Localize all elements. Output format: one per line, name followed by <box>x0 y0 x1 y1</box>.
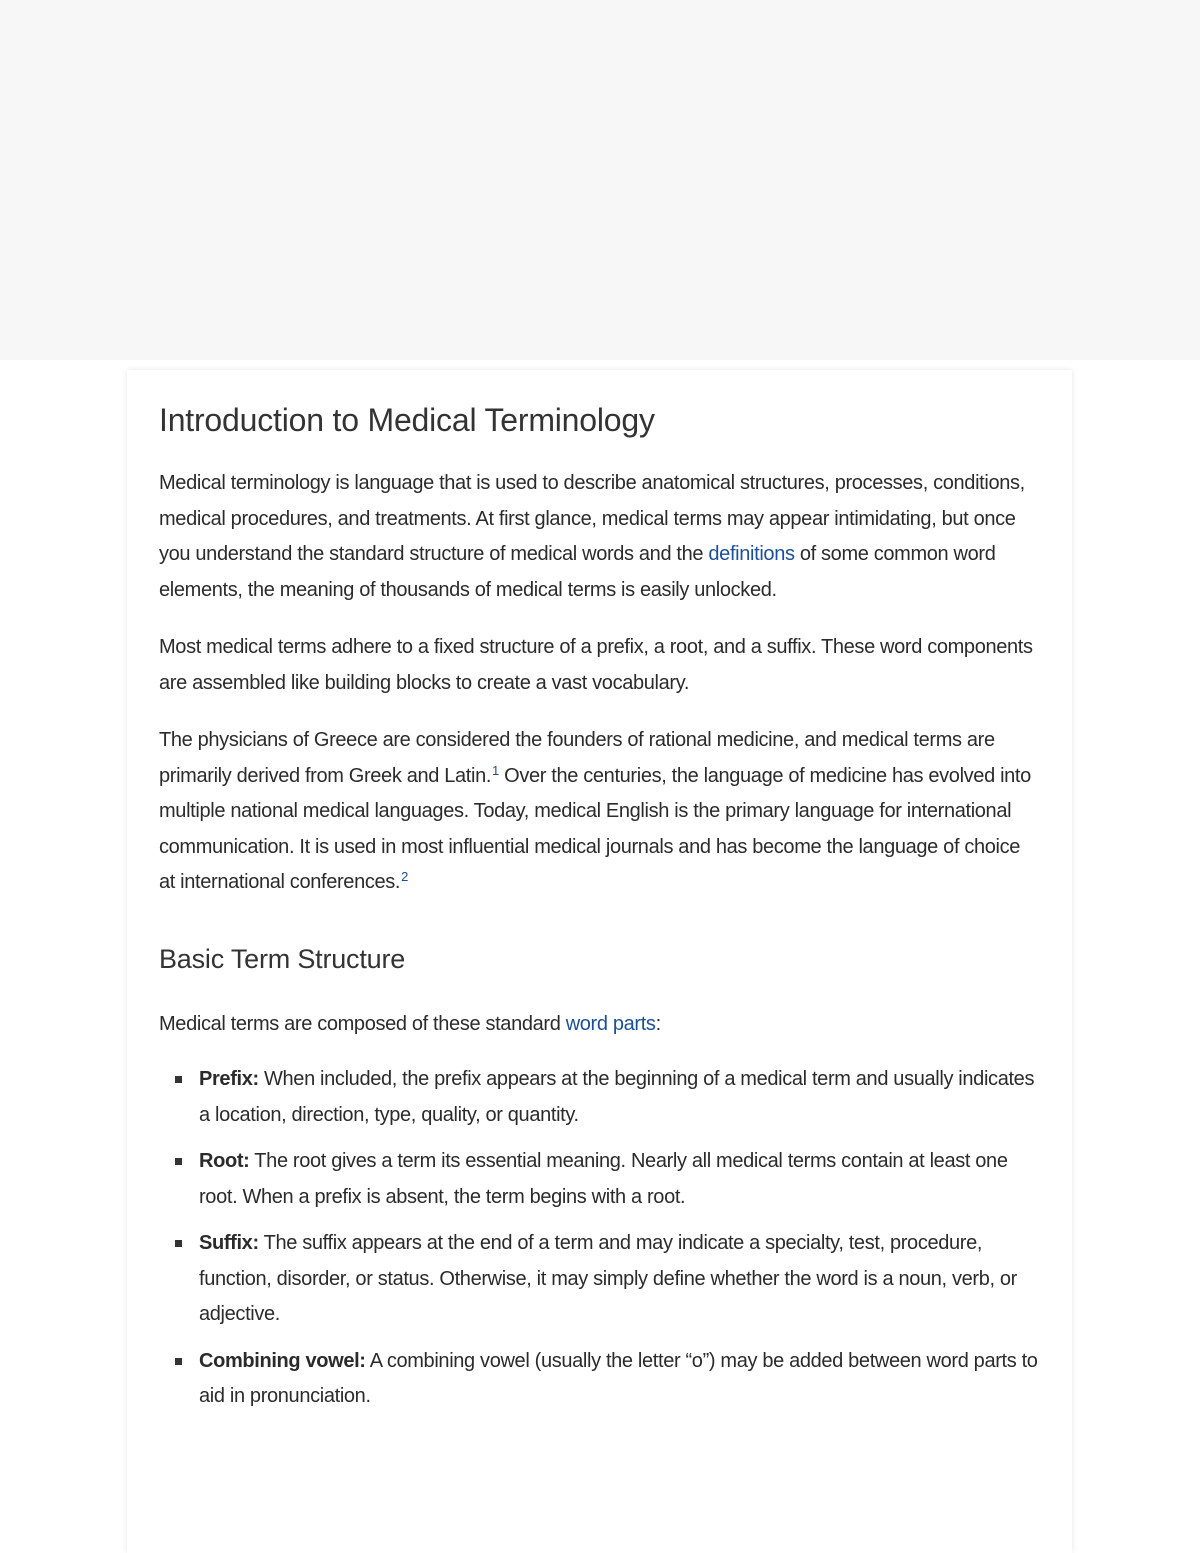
section-lead <box>159 1007 1040 1043</box>
intro-p3-text-a: The physicians of Greece are considered the founders of rational medicine, and medical terms are primarily derived from Greek and Latin. <box>159 729 995 787</box>
top-blank-band <box>0 0 1200 360</box>
intro-p1-text-a: Medical terminology is language that is used to describe anatomical structures, processes, conditions, medical procedures, and treatments. At first glance, medical terms may appear intimidating, but once you understand the standard structure of medical words and the <box>159 472 1025 565</box>
square-bullet-icon <box>175 1358 182 1365</box>
list-item-text: The suffix appears at the end of a term and may indicate a specialty, test, procedure, function, disorder, or status. Otherwise, it may simply define whether the word is a noun, verb, or adjective. <box>199 1232 1017 1325</box>
intro-p3-text-b: Over the centuries, the language of medicine has evolved into multiple national medical languages. Today, medical English is the primary language for international communication. It is used in most influential medical journals and has become the language of choice at international conferences. <box>159 764 1031 893</box>
list-item-suffix <box>159 1226 1040 1333</box>
square-bullet-icon <box>175 1076 182 1083</box>
square-bullet-icon <box>175 1158 182 1165</box>
list-item-text: The root gives a term its essential meaning. Nearly all medical terms contain at least one root. When a prefix is absent, the term begins with a root. <box>199 1150 1008 1208</box>
list-item-combining-vowel <box>159 1344 1040 1415</box>
square-bullet-icon <box>175 1240 182 1247</box>
intro-paragraph-2: Most medical terms adhere to a fixed structure of a prefix, a root, and a suffix. These word components are assembled like building blocks to create a vast vocabulary. <box>159 636 1033 694</box>
section-lead-text-b: : <box>655 1012 661 1035</box>
intro-p1-text-b: of some common word elements, the meaning of thousands of medical terms is easily unlocked. <box>159 543 996 601</box>
page-title: Introduction to Medical Terminology <box>159 402 655 438</box>
list-item-text: When included, the prefix appears at the beginning of a medical term and usually indicates a location, direction, type, quality, or quantity. <box>199 1068 1035 1126</box>
definitions-link[interactable]: definitions <box>708 543 795 565</box>
list-item-term: Root: <box>199 1150 250 1172</box>
list-item-term: Combining vowel: <box>199 1349 366 1372</box>
footnote-ref-2[interactable]: 2 <box>401 869 409 884</box>
intro-paragraph-1 <box>159 466 1040 608</box>
list-item-text: A combining vowel (usually the letter “o”) may be added between word parts to aid in pronunciation. <box>199 1349 1038 1407</box>
word-parts-list <box>159 1062 1040 1415</box>
list-item-prefix <box>159 1062 1040 1133</box>
intro-paragraph-3 <box>159 723 1040 901</box>
article-card <box>127 370 1072 1553</box>
section-lead-text-a: Medical terms are composed of these standard <box>159 1012 566 1035</box>
list-item-root <box>159 1144 1040 1215</box>
list-item-term: Prefix: <box>199 1068 259 1090</box>
word-parts-link[interactable]: word parts <box>565 1012 656 1035</box>
footnote-ref-1[interactable]: 1 <box>492 762 499 778</box>
list-item-term: Suffix: <box>199 1232 259 1254</box>
section-heading: Basic Term Structure <box>159 943 406 974</box>
